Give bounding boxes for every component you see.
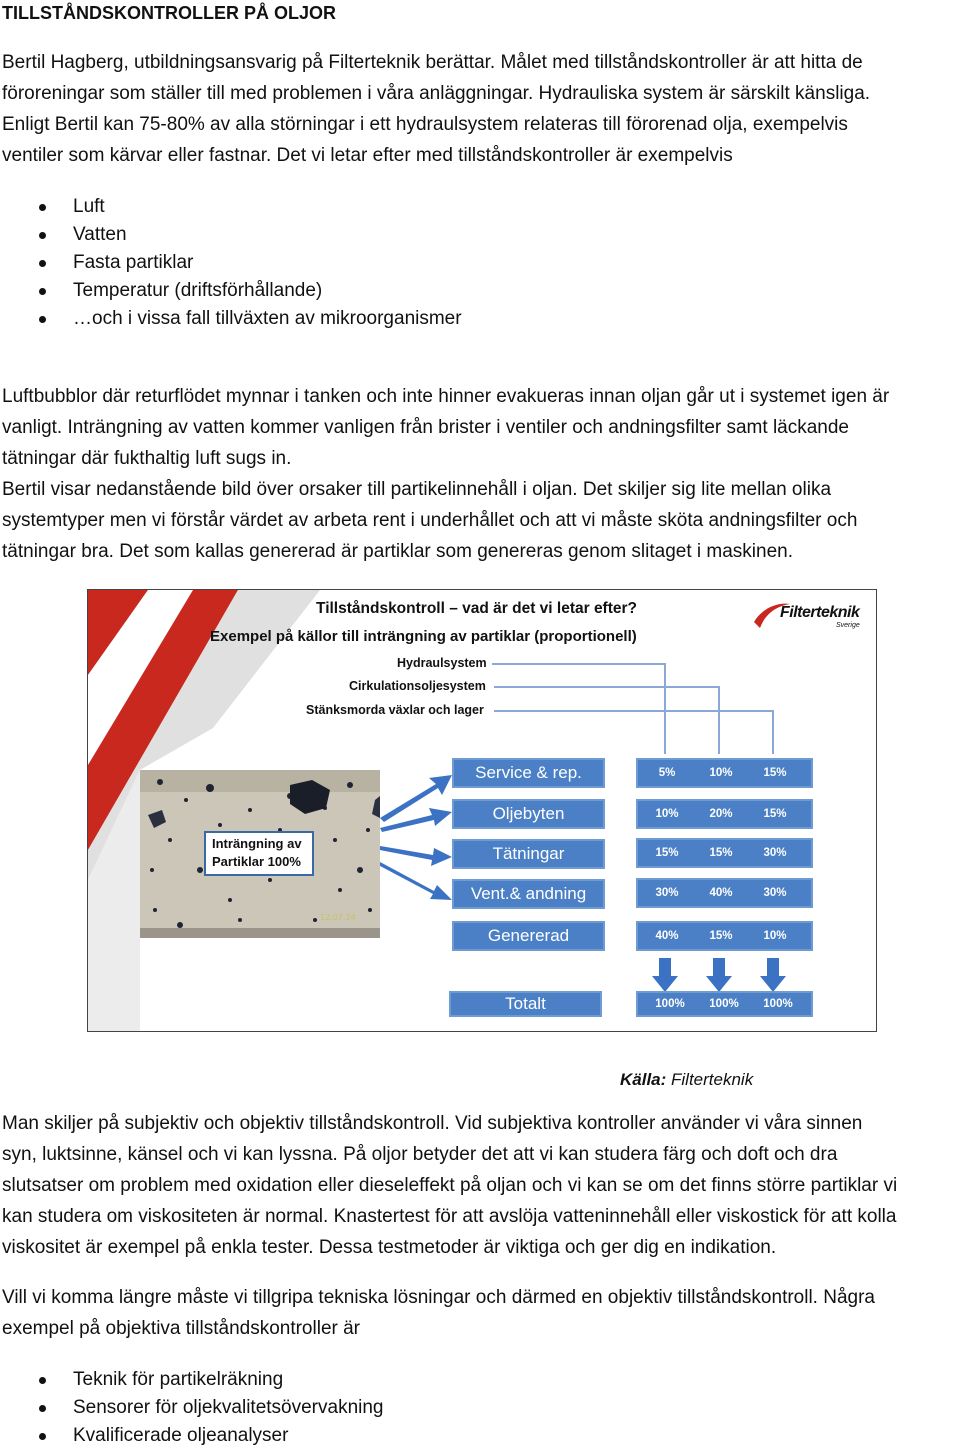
category-vent-breathing: Vent.& andning: [452, 879, 605, 909]
pct-value: 15%: [763, 767, 787, 779]
category-seals: Tätningar: [452, 839, 605, 869]
pct-value: 30%: [763, 887, 787, 899]
callout-line: Partiklar 100%: [212, 854, 301, 869]
paragraph-line: kan studera om viskositeten är normal. Knastertest för att avslöja vatteninnehåll eller viskostick för att kolla: [2, 1206, 897, 1227]
pct-value: 100%: [655, 998, 685, 1010]
pct-value: 30%: [763, 847, 787, 859]
particle-sources-figure: [87, 589, 877, 1032]
pct-value: 5%: [658, 767, 676, 779]
list-item: Luft: [0, 193, 462, 221]
paragraph-line: Bertil visar nedanstående bild över orsaker till partikelinnehåll i oljan. Det skiljer sig lite mellan olika: [2, 479, 832, 500]
pct-value: 40%: [655, 930, 679, 942]
pct-value: 100%: [763, 998, 793, 1010]
photo-date-stamp: 12.07.24: [320, 913, 356, 922]
pct-row-total: [636, 991, 813, 1017]
intro-line: föroreningar som ställer till med problemen i våra anläggningar. Hydrauliska system är särskilt känsliga.: [2, 83, 871, 104]
system-label-circulation: Cirkulationsoljesystem: [349, 679, 486, 693]
list-item: Fasta partiklar: [0, 249, 462, 277]
figure-subtitle: Exempel på källor till inträngning av partiklar (proportionell): [210, 628, 637, 645]
paragraph-line: slutsatser om problem med oxidation eller dieseleffekt på oljan och vi kan se om det finns större partiklar vi: [2, 1175, 898, 1196]
figure-title: Tillståndskontroll – vad är det vi letar efter?: [316, 600, 638, 617]
pct-value: 10%: [655, 808, 679, 820]
paragraph-line: exempel på objektiva tillståndskontroller är: [2, 1318, 361, 1339]
logo-text: Filterteknik: [780, 604, 860, 621]
paragraph-line: viskositet är exempel på enkla tester. Dessa testmetoder är viktiga och ger dig en indikation.: [2, 1237, 777, 1258]
list-item: Kvalificerade oljeanalyser: [0, 1422, 384, 1450]
intrusion-callout: [204, 831, 314, 876]
page-title: TILLSTÅNDSKONTROLLER PÅ OLJOR: [2, 3, 336, 23]
pct-value: 30%: [655, 887, 679, 899]
pct-value: 100%: [709, 998, 739, 1010]
caption-source: Filterteknik: [666, 1070, 754, 1089]
pct-value: 15%: [763, 808, 787, 820]
callout-line: Inträngning av: [212, 836, 302, 851]
intro-line: Bertil Hagberg, utbildningsansvarig på Filterteknik berättar. Målet med tillståndskontroller är att hitta de: [2, 52, 863, 73]
pct-value: 40%: [709, 887, 733, 899]
pct-row-service: [636, 758, 813, 788]
paragraph-line: Man skiljer på subjektiv och objektiv tillståndskontroll. Vid subjektiva kontroller använder vi våra sinnen: [2, 1113, 863, 1134]
paragraph-line: syn, luktsinne, känsel och vi kan lyssna. På oljor betyder det att vi kan studera färg och doft och dra: [2, 1144, 838, 1165]
pct-value: 15%: [655, 847, 679, 859]
list-item: Temperatur (driftsförhållande): [0, 277, 462, 305]
pct-value: 10%: [709, 767, 733, 779]
pct-row-generated: [636, 921, 813, 951]
list-item: Vatten: [0, 221, 462, 249]
category-service: Service & rep.: [452, 758, 605, 788]
system-label-gears: Stänksmorda växlar och lager: [306, 703, 484, 717]
paragraph-line: systemtyper men vi förstår värdet av arbeta rent i underhållet och att vi måste sköta andningsfilter och: [2, 510, 858, 531]
paragraph-line: vanligt. Inträngning av vatten kommer vanligen från brister i ventiler och andningsfilter samt läckande: [2, 417, 849, 438]
intro-line: Enligt Bertil kan 75-80% av alla störningar i ett hydraulsystem relateras till förorenad olja, exempelvis: [2, 114, 848, 135]
bullet-list-contaminants: [0, 193, 462, 333]
bullet-list-objective-methods: [0, 1366, 384, 1450]
system-label-hydraulic: Hydraulsystem: [397, 656, 487, 670]
category-oil-change: Oljebyten: [452, 799, 605, 829]
filterteknik-logo: [752, 600, 864, 632]
pct-row-vent-breathing: [636, 878, 813, 908]
pct-row-oil-change: [636, 799, 813, 829]
paragraph-line: Luftbubblor där returflödet mynnar i tanken och inte hinner evakueras innan oljan går ut i systemet igen är: [2, 386, 890, 407]
paragraph-line: Vill vi komma längre måste vi tillgripa tekniska lösningar och därmed en objektiv tillståndskontroll. Några: [2, 1287, 875, 1308]
category-total: Totalt: [449, 991, 602, 1017]
logo-sub: Sverige: [836, 622, 860, 629]
category-generated: Genererad: [452, 921, 605, 951]
pct-value: 15%: [709, 930, 733, 942]
paragraph-line: tätningar bra. Det som kallas genererad är partiklar som genereras genom slitaget i maskinen.: [2, 541, 793, 562]
paragraph-line: tätningar där fukthaltig luft sugs in.: [2, 448, 292, 469]
pct-value: 10%: [763, 930, 787, 942]
pct-value: 15%: [709, 847, 733, 859]
list-item: Sensorer för oljekvalitetsövervakning: [0, 1394, 384, 1422]
caption-label: Källa:: [620, 1070, 667, 1089]
list-item: …och i vissa fall tillväxten av mikroorganismer: [0, 305, 462, 333]
list-item: Teknik för partikelräkning: [0, 1366, 384, 1394]
figure-caption: [620, 1067, 753, 1093]
pct-row-seals: [636, 838, 813, 868]
pct-value: 20%: [709, 808, 733, 820]
intro-line: ventiler som kärvar eller fastnar. Det vi letar efter med tillståndskontroller är exempelvis: [2, 145, 733, 166]
